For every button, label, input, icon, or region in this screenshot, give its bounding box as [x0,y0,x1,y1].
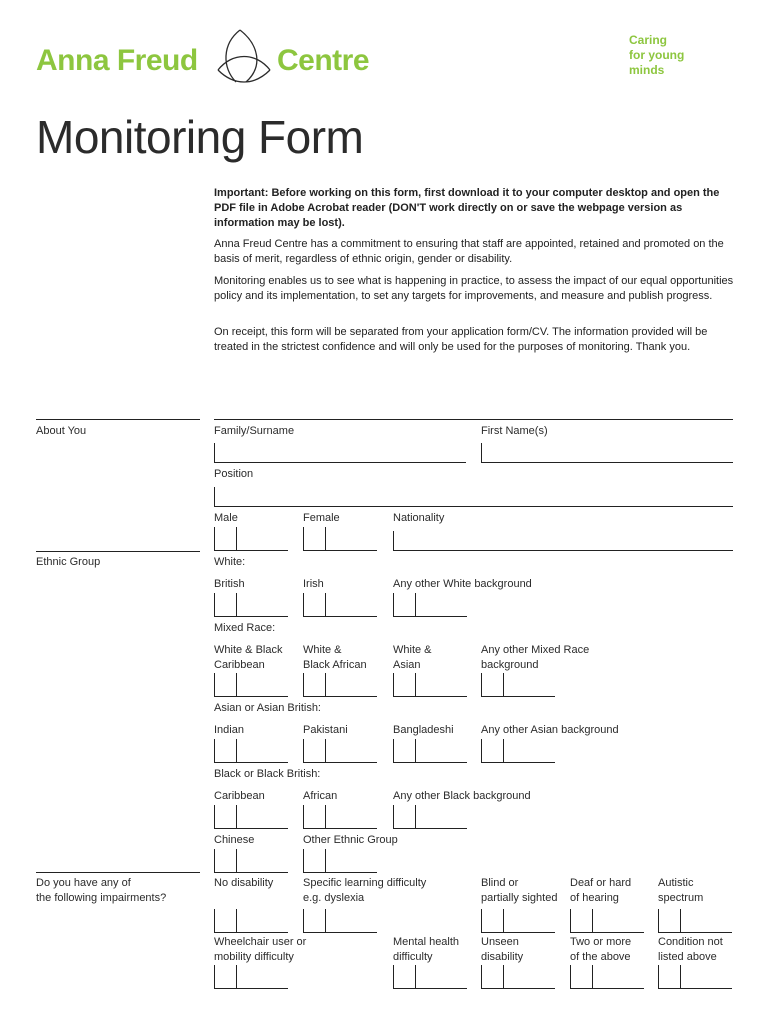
section-ethnic-group: Ethnic Group [36,556,101,568]
nationality-field[interactable] [393,531,733,551]
chinese-label: Chinese [214,834,255,846]
wheelchair-label [214,935,306,965]
mixed-heading: Mixed Race: [214,622,276,634]
two-or-more-checkbox[interactable] [570,965,644,989]
other-ethnic-checkbox[interactable] [303,849,377,873]
other-black-checkbox[interactable] [393,805,467,829]
wheelchair-checkbox[interactable] [214,965,288,989]
not-listed-checkbox[interactable] [658,965,732,989]
label-line: Wheelchair user or [214,936,307,948]
other-white-checkbox[interactable] [393,593,467,617]
label-line: difficulty [393,951,433,963]
autistic-label [658,876,703,906]
label-line: Unseen [481,936,519,948]
label-line: background [481,659,539,671]
important-note: Important: Before working on this form, first download it to your computer desktop and open the PDF file in Adobe Acrobat reader (DON'T work directly on or save the webpage version as information may be lost). [214,187,720,229]
label-line: Asian [393,659,421,671]
wb-caribbean-checkbox[interactable] [214,673,288,697]
surname-label: Family/Surname [214,425,295,437]
brand-name-left: Anna Freud [36,44,198,77]
mental-health-checkbox[interactable] [393,965,467,989]
unseen-label [481,935,523,965]
label-line: Autistic [658,877,694,889]
african-checkbox[interactable] [303,805,377,829]
position-label: Position [214,468,254,480]
label-line: Mental health [393,936,460,948]
section-divider [214,419,733,420]
page-title: Monitoring Form [36,111,364,163]
no-disability-checkbox[interactable] [214,909,288,933]
section-divider [36,551,200,552]
indian-label: Indian [214,724,244,736]
label-line: Specific learning difficulty [303,877,427,889]
brand-logo-icon [212,26,274,88]
bangladeshi-label: Bangladeshi [393,724,454,736]
brand-name-right: Centre [277,44,370,77]
pakistani-checkbox[interactable] [303,739,377,763]
wb-caribbean-label [214,643,282,673]
female-label: Female [303,512,340,524]
no-disability-label: No disability [214,877,274,889]
brand-tagline [629,33,684,78]
other-ethnic-label: Other Ethnic Group [303,834,398,846]
section-divider [36,419,200,420]
surname-field[interactable] [214,443,466,463]
male-checkbox[interactable] [214,527,288,551]
caribbean-checkbox[interactable] [214,805,288,829]
caribbean-label: Caribbean [214,790,265,802]
section-impairments [36,876,166,906]
deaf-checkbox[interactable] [570,909,644,933]
female-checkbox[interactable] [303,527,377,551]
unseen-checkbox[interactable] [481,965,555,989]
learning-difficulty-checkbox[interactable] [303,909,377,933]
section-divider [36,872,200,873]
other-asian-label: Any other Asian background [481,724,619,736]
label-line: Deaf or hard [570,877,632,889]
deaf-label [570,876,631,906]
label-line: Caribbean [214,659,265,671]
other-asian-checkbox[interactable] [481,739,555,763]
not-listed-label [658,935,723,965]
male-label: Male [214,512,238,524]
british-checkbox[interactable] [214,593,288,617]
black-heading: Black or Black British: [214,768,321,780]
label-line: of hearing [570,892,619,904]
other-mixed-checkbox[interactable] [481,673,555,697]
other-mixed-label [481,643,589,673]
tagline-line: Caring [629,33,668,47]
label-line: White & Black [214,644,283,656]
section-about-you: About You [36,425,87,437]
learning-difficulty-label [303,876,426,906]
white-heading: White: [214,556,246,568]
label-line: Black African [303,659,367,671]
tagline-line: minds [629,63,665,77]
label-line: Any other Mixed Race [481,644,590,656]
asian-heading: Asian or Asian British: [214,702,321,714]
w-asian-label [393,643,432,673]
label-line: mobility difficulty [214,951,294,963]
label-line: Do you have any of [36,877,131,889]
autistic-checkbox[interactable] [658,909,732,933]
label-line: partially sighted [481,892,558,904]
other-black-label: Any other Black background [393,790,531,802]
label-line: White & [303,644,342,656]
bangladeshi-checkbox[interactable] [393,739,467,763]
indian-checkbox[interactable] [214,739,288,763]
intro-paragraph: Anna Freud Centre has a commitment to ensuring that staff are appointed, retained and promoted on the basis of merit, regardless of ethnic origin, gender or disability. [214,238,724,265]
label-line: Two or more [570,936,632,948]
tagline-line: for young [629,48,685,62]
label-line: e.g. dyslexia [303,892,365,904]
label-line: Blind or [481,877,519,889]
british-label: British [214,578,245,590]
chinese-checkbox[interactable] [214,849,288,873]
wb-african-label [303,643,367,673]
first-names-label: First Name(s) [481,425,548,437]
pakistani-label: Pakistani [303,724,348,736]
label-line: disability [481,951,524,963]
wb-african-checkbox[interactable] [303,673,377,697]
blind-checkbox[interactable] [481,909,555,933]
label-line: the following impairments? [36,892,167,904]
irish-label: Irish [303,578,324,590]
label-line: spectrum [658,892,704,904]
first-names-field[interactable] [481,443,733,463]
label-line: White & [393,644,432,656]
irish-checkbox[interactable] [303,593,377,617]
label-line: listed above [658,951,717,963]
other-white-label: Any other White background [393,578,532,590]
intro-paragraph: Monitoring enables us to see what is happening in practice, to assess the impact of our equal opportunities policy and its implementation, to set any targets for improvements, and measure and publish progress. [214,275,734,302]
two-or-more-label [570,935,631,965]
nationality-label: Nationality [393,512,445,524]
intro-paragraph: On receipt, this form will be separated from your application form/CV. The information provided will be treated in the strictest confidence and will only be used for the purposes of monitoring. Thank you. [214,326,708,353]
african-label: African [303,790,338,802]
position-field[interactable] [214,487,733,507]
w-asian-checkbox[interactable] [393,673,467,697]
label-line: Condition not [658,936,723,948]
mental-health-label [393,935,459,965]
blind-label [481,876,557,906]
label-line: of the above [570,951,631,963]
